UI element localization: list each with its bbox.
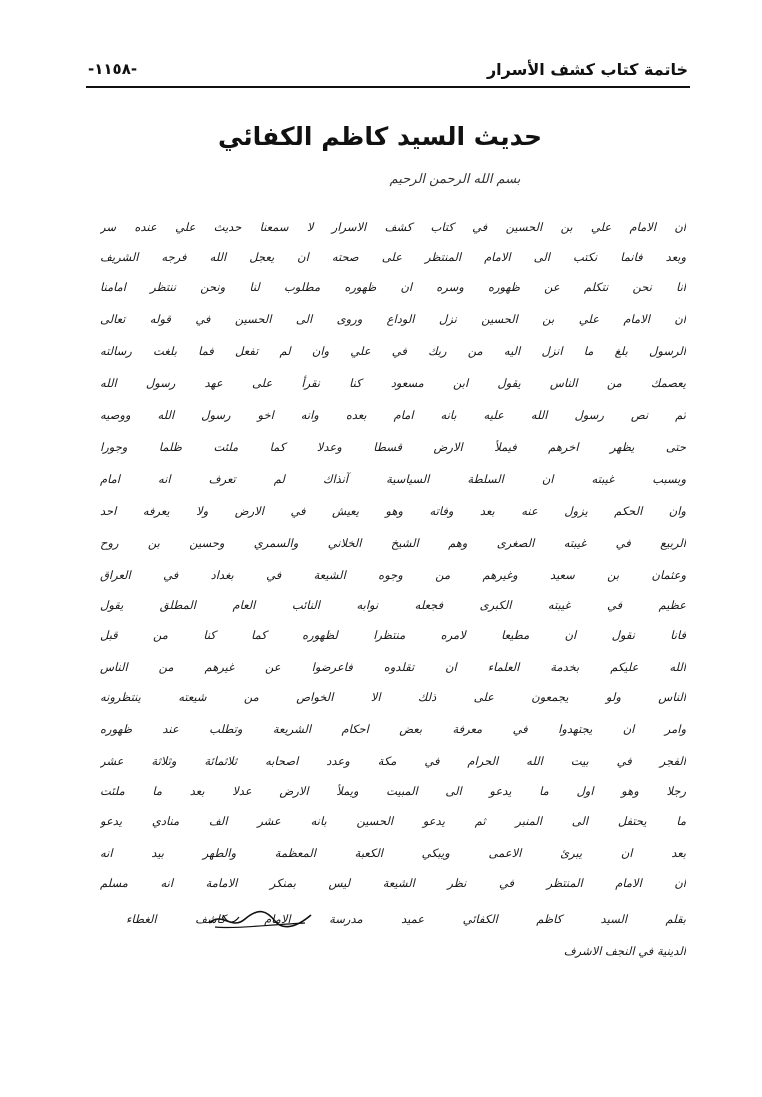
running-title: خاتمة كتاب كشف الأسرار bbox=[486, 60, 688, 79]
manuscript-line: الفجر في بيت الله الحرام في مكة وعدد اصحابه ثلاثمائة وثلاثة عشر bbox=[100, 754, 686, 768]
manuscript-line: وبعد فانما نكتب الى الامام المنتظر على صحته ان يعجل الله فرجه الشريف bbox=[100, 250, 686, 264]
page-title: حديث السيد كاظم الكفائي bbox=[217, 122, 543, 151]
manuscript-line: ثم نص رسول الله عليه بانه امام بعده وانه اخو رسول الله ووصيه bbox=[100, 408, 686, 422]
manuscript-line: ان الامام علي بن الحسين في كتاب كشف الاسرار لا سمعنا حديث علي عنده سر bbox=[100, 220, 686, 234]
manuscript-line: حتى يظهر اخرهم فيملأ الارض قسطا وعدلا كما ملئت ظلما وجورا bbox=[100, 440, 686, 454]
manuscript-line: الدينية في النجف الاشرف bbox=[563, 944, 686, 958]
running-header bbox=[88, 60, 688, 84]
header-rule bbox=[86, 86, 690, 88]
manuscript-line: الربيع في غيبته الصغرى وهم الشيخ الخلاني والسمري وحسين بن روح bbox=[100, 536, 686, 550]
manuscript-line: وامر ان يجتهدوا في معرفة بعض احكام الشريعة وتطلب عند ظهوره bbox=[100, 722, 686, 736]
manuscript-line: وعثمان بن سعيد وغيرهم من وجوه الشيعة في بغداد في العراق bbox=[100, 568, 686, 582]
handwritten-letter bbox=[100, 212, 686, 958]
manuscript-line: انا نحن نتكلم عن ظهوره وسره ان ظهوره مطلوب لنا ونحن ننتظر امامنا bbox=[100, 280, 686, 294]
manuscript-line: الرسول بلغ ما انزل اليه من ربك في علي وان لم تفعل فما بلغت رسالته bbox=[100, 344, 686, 358]
page-number: -١١٥٨- bbox=[88, 60, 138, 78]
manuscript-line: بقلم السيد كاظم الكفائي عميد مدرسة الامام كاشف الغطاء bbox=[126, 912, 686, 926]
signature bbox=[205, 905, 315, 935]
manuscript-line: الناس ولو يجمعون على ذلك الا الخواص من شيعته ينتظرونه bbox=[100, 690, 686, 704]
basmala: بسم الله الرحمن الرحيم bbox=[389, 172, 521, 187]
manuscript-line: بعد ان يبرئ الاعمى ويبكي الكعبة المعظمة والطهر بيد انه bbox=[100, 846, 686, 860]
manuscript-line: وان الحكم يزول عنه بعد وفاته وهو يعيش في الارض ولا يعرفه احد bbox=[100, 504, 686, 518]
manuscript-line: رجلا وهو اول ما يدعو الى المبيت ويملأ الارض عدلا بعد ما ملئت bbox=[100, 784, 686, 798]
manuscript-line: ما يحتفل الى المنبر ثم يدعو الحسين بانه عشر الف منادي يدعو bbox=[100, 814, 686, 828]
manuscript-line: الله عليكم بخدمة العلماء ان تقلدوه فاعرضوا عن غيرهم من الناس bbox=[100, 660, 686, 674]
manuscript-line: ان الامام المنتظر في نظر الشيعة ليس بمنكر الامامة انه مسلم bbox=[100, 876, 686, 890]
manuscript-line: يعصمك من الناس يقول ابن مسعود كنا نقرأ على عهد رسول الله bbox=[100, 376, 686, 390]
manuscript-line: فانا نقول ان مطيعا لامره منتظرا لظهوره كما كنا من قبل bbox=[100, 628, 686, 642]
manuscript-line: ان الامام علي بن الحسين نزل الوداع وروى الى الحسين في قوله تعالى bbox=[100, 312, 686, 326]
manuscript-line: وبسبب غيبته ان السلطة السياسية آنذاك لم تعرف انه امام bbox=[100, 472, 686, 486]
manuscript-line: عظيم في غيبته الكبرى فجعله نوابه النائب العام المطلق يقول bbox=[100, 598, 686, 612]
